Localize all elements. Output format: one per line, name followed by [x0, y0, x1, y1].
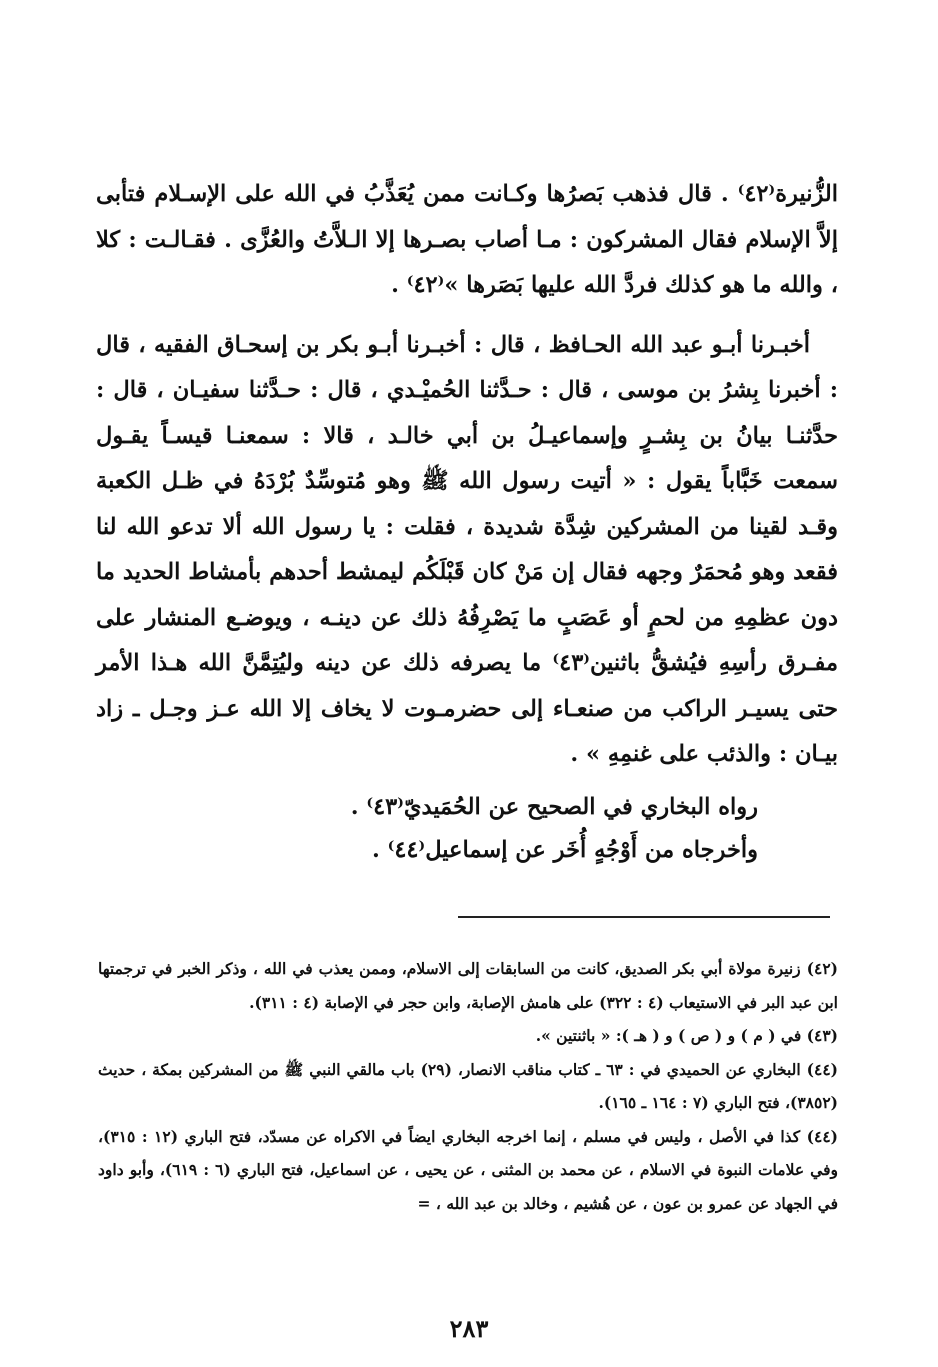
attribution-line-1: رواه البخاري في الصحيح عن الحُمَيديّ⁽٤٣⁾ . [350, 793, 758, 820]
attribution-line-2: وأخرجاه من أَوْجُهٍ أُخَر عن إسماعيل⁽٤٤⁾ . [371, 836, 758, 863]
paragraph-text: أخبـرنا أبـو عبد الله الحـافظ ، قال : أخبـرنا أبـو بكر بن إسحـاق الفقيه ، قال : أخبرنا بِشرُ بن موسى ، قال : حـدَّثنا الحُميْـدي ، قال : حـدَّثنا سفيـان ، قال : حدَّثنـا بيانُ بن بِشـرٍ وإسماعيـلُ بن أبي خالـد ، قالا : سمعنـا قيسـاً يقـول سمعت خَبَّاباً يقول : « أتيت رسول الله ﷺ وهو مُتوسِّدٌ بُرْدَهُ في ظـل الكعبة وقـد لقينا من المشركين شِدَّة شديدة ، فقلت : يا رسول الله ألا تدعو الله لنا فقعد وهو مُحمَرٌ وجهه فقال إن مَنْ كان قَبْلَكُم ليمشط أحدهم بأمشاط الحديد ما دون عظمِهِ من لحمٍ أو عَصَبٍ ما يَصْرِفُهُ ذلك عن دينـه ، ويوضـع المنشار على مفـرق رأسِهِ فيُشقُّ باثنين⁽٤٣⁾ ما يصرفه ذلك عن دينه وليُتِمَّنَّ الله هـذا الأمر حتى يسيـر الراكب من صنعـاء إلى حضرمـوت لا يخاف إلا الله عـز وجـل ـ زاد بيـان : والذئب على غنمِهِ » . [96, 331, 838, 767]
attribution-block [96, 786, 838, 872]
page-number: ٢٨٣ [449, 1314, 489, 1343]
main-text [96, 172, 838, 872]
paragraph-text: الزُّنيرة⁽٤٢⁾ . قال فذهب بَصرُها وكـانت ممن يُعَذَّبُ في الله على الإسـلام فتأبى إلاَّ الإسلام فقال المشركون : مـا أصاب بصـرها إلا الـلاَّتُ والعُزَّى . فقـالـت : كلا ، والله ما هو كذلك فردَّ الله عليها بَصَرها »⁽٤٢⁾ . [96, 181, 838, 298]
footnote-44a: (٤٤) البخاري عن الحميدي في : ٦٣ ـ كتاب مناقب الانصار، (٢٩) باب مالقي النبي ﷺ من المشركين بمكة ، حديث (٣٨٥٢)، فتح الباري (٧ : ١٦٤ ـ ١٦٥). [98, 1059, 838, 1112]
paragraph-1 [96, 172, 838, 309]
footnote-43: (٤٣) في ( م ) و ( ص ) و ( هـ ): « باثنتين ». [535, 1026, 838, 1045]
footnotes [98, 952, 838, 1220]
footnote-44b: (٤٤) كذا في الأصل ، وليس في مسلم ، إنما اخرجه البخاري ايضاً في الاكراه عن مسدّد، فتح الباري (١٢ : ٣١٥)، وفي علامات النبوة في الاسلام ، عن محمد بن المثنى ، عن يحيى ، عن اسماعيل، فتح الباري (٦ : ٦١٩)، وأبو داود في الجهاد عن عمرو بن عون ، عن هُشيم ، وخالد بن عبد الله ، = [98, 1126, 838, 1213]
footnote-divider [458, 916, 830, 918]
footnote-42: (٤٢) زنيرة مولاة أبي بكر الصديق، كانت من السابقات إلى الاسلام، وممن يعذب في الله ، وذكر الخبر في ترجمتها ابن عبد البر في الاستيعاب (٤ : ٣٢٢) على هامش الإصابة، وابن حجر في الإصابة (٤ : ٣١١). [98, 959, 838, 1012]
paragraph-2 [96, 323, 838, 778]
